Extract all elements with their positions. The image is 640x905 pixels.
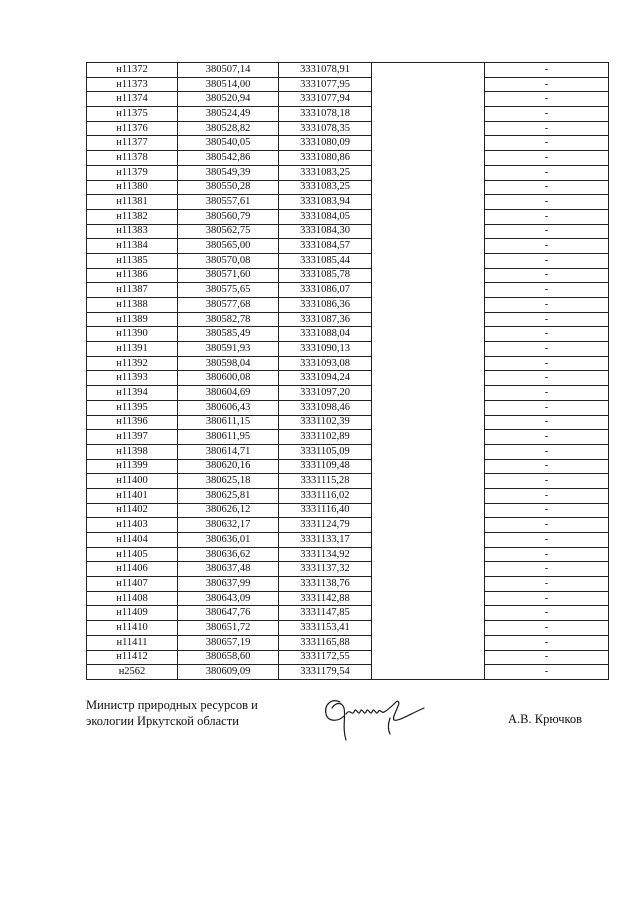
cell-x-coordinate: 380606,43 <box>178 400 279 415</box>
cell-point-id: н11380 <box>87 180 178 195</box>
cell-x-coordinate: 380514,00 <box>178 77 279 92</box>
table-row <box>87 430 609 445</box>
table-row <box>87 283 609 298</box>
table-row <box>87 635 609 650</box>
cell-empty <box>372 195 485 210</box>
cell-point-id: н11387 <box>87 283 178 298</box>
cell-x-coordinate: 380620,16 <box>178 459 279 474</box>
cell-note: - <box>485 356 609 371</box>
table-row <box>87 488 609 503</box>
cell-x-coordinate: 380643,09 <box>178 591 279 606</box>
table-row <box>87 547 609 562</box>
cell-point-id: н11401 <box>87 488 178 503</box>
cell-y-coordinate: 3331086,36 <box>279 298 372 313</box>
cell-x-coordinate: 380549,39 <box>178 165 279 180</box>
cell-note: - <box>485 342 609 357</box>
cell-empty <box>372 518 485 533</box>
cell-x-coordinate: 380571,60 <box>178 268 279 283</box>
cell-empty <box>372 665 485 680</box>
table-row <box>87 371 609 386</box>
cell-note: - <box>485 415 609 430</box>
cell-x-coordinate: 380657,19 <box>178 635 279 650</box>
cell-x-coordinate: 380550,28 <box>178 180 279 195</box>
cell-x-coordinate: 380562,75 <box>178 224 279 239</box>
cell-point-id: н11405 <box>87 547 178 562</box>
table-row <box>87 298 609 313</box>
cell-empty <box>372 107 485 122</box>
cell-y-coordinate: 3331085,78 <box>279 268 372 283</box>
cell-point-id: н11383 <box>87 224 178 239</box>
cell-y-coordinate: 3331109,48 <box>279 459 372 474</box>
table-row <box>87 533 609 548</box>
cell-y-coordinate: 3331083,94 <box>279 195 372 210</box>
handwritten-signature <box>318 688 430 748</box>
cell-point-id: н11382 <box>87 209 178 224</box>
cell-empty <box>372 533 485 548</box>
cell-x-coordinate: 380647,76 <box>178 606 279 621</box>
cell-empty <box>372 92 485 107</box>
cell-note: - <box>485 371 609 386</box>
cell-empty <box>372 268 485 283</box>
cell-point-id: н11397 <box>87 430 178 445</box>
table-row <box>87 77 609 92</box>
cell-note: - <box>485 239 609 254</box>
table-row <box>87 121 609 136</box>
cell-y-coordinate: 3331134,92 <box>279 547 372 562</box>
table-row <box>87 136 609 151</box>
cell-note: - <box>485 577 609 592</box>
cell-note: - <box>485 165 609 180</box>
cell-y-coordinate: 3331115,28 <box>279 474 372 489</box>
cell-empty <box>372 430 485 445</box>
cell-note: - <box>485 562 609 577</box>
cell-empty <box>372 283 485 298</box>
cell-y-coordinate: 3331098,46 <box>279 400 372 415</box>
cell-y-coordinate: 3331084,57 <box>279 239 372 254</box>
cell-point-id: н11398 <box>87 444 178 459</box>
cell-y-coordinate: 3331077,94 <box>279 92 372 107</box>
cell-point-id: н11386 <box>87 268 178 283</box>
cell-note: - <box>485 63 609 78</box>
cell-y-coordinate: 3331080,86 <box>279 151 372 166</box>
cell-point-id: н11392 <box>87 356 178 371</box>
cell-y-coordinate: 3331124,79 <box>279 518 372 533</box>
cell-x-coordinate: 380570,08 <box>178 253 279 268</box>
cell-note: - <box>485 430 609 445</box>
cell-x-coordinate: 380600,08 <box>178 371 279 386</box>
cell-point-id: н11385 <box>87 253 178 268</box>
table-row <box>87 180 609 195</box>
table-row <box>87 63 609 78</box>
table-row <box>87 577 609 592</box>
cell-y-coordinate: 3331077,95 <box>279 77 372 92</box>
cell-y-coordinate: 3331102,89 <box>279 430 372 445</box>
cell-y-coordinate: 3331078,35 <box>279 121 372 136</box>
cell-note: - <box>485 107 609 122</box>
cell-empty <box>372 577 485 592</box>
signatory-title-line-2: экологии Иркутской области <box>86 714 239 728</box>
cell-note: - <box>485 298 609 313</box>
cell-point-id: н11373 <box>87 77 178 92</box>
cell-note: - <box>485 547 609 562</box>
signatory-name: А.В. Крючков <box>508 712 583 726</box>
cell-note: - <box>485 92 609 107</box>
table-row <box>87 195 609 210</box>
cell-point-id: н11411 <box>87 635 178 650</box>
cell-empty <box>372 312 485 327</box>
cell-x-coordinate: 380585,49 <box>178 327 279 342</box>
cell-point-id: н11407 <box>87 577 178 592</box>
table-row <box>87 107 609 122</box>
cell-point-id: н11390 <box>87 327 178 342</box>
cell-point-id: н11406 <box>87 562 178 577</box>
table-row <box>87 268 609 283</box>
cell-note: - <box>485 591 609 606</box>
cell-y-coordinate: 3331153,41 <box>279 621 372 636</box>
cell-x-coordinate: 380557,61 <box>178 195 279 210</box>
cell-empty <box>372 635 485 650</box>
cell-x-coordinate: 380637,99 <box>178 577 279 592</box>
cell-empty <box>372 474 485 489</box>
cell-empty <box>372 209 485 224</box>
cell-y-coordinate: 3331087,36 <box>279 312 372 327</box>
cell-note: - <box>485 665 609 680</box>
table-row <box>87 665 609 680</box>
cell-note: - <box>485 253 609 268</box>
table-row <box>87 224 609 239</box>
cell-x-coordinate: 380542,86 <box>178 151 279 166</box>
cell-point-id: н11403 <box>87 518 178 533</box>
cell-point-id: н2562 <box>87 665 178 680</box>
cell-point-id: н11404 <box>87 533 178 548</box>
cell-y-coordinate: 3331142,88 <box>279 591 372 606</box>
cell-point-id: н11374 <box>87 92 178 107</box>
cell-y-coordinate: 3331137,32 <box>279 562 372 577</box>
cell-point-id: н11389 <box>87 312 178 327</box>
table-row <box>87 342 609 357</box>
cell-x-coordinate: 380560,79 <box>178 209 279 224</box>
cell-empty <box>372 151 485 166</box>
cell-empty <box>372 165 485 180</box>
cell-x-coordinate: 380577,68 <box>178 298 279 313</box>
table-row <box>87 253 609 268</box>
cell-y-coordinate: 3331078,18 <box>279 107 372 122</box>
cell-empty <box>372 650 485 665</box>
coordinates-table <box>86 62 609 680</box>
cell-y-coordinate: 3331088,04 <box>279 327 372 342</box>
cell-empty <box>372 327 485 342</box>
cell-point-id: н11379 <box>87 165 178 180</box>
cell-point-id: н11384 <box>87 239 178 254</box>
cell-x-coordinate: 380636,62 <box>178 547 279 562</box>
table-row <box>87 650 609 665</box>
cell-x-coordinate: 380565,00 <box>178 239 279 254</box>
cell-note: - <box>485 77 609 92</box>
table-row <box>87 621 609 636</box>
cell-x-coordinate: 380520,94 <box>178 92 279 107</box>
cell-y-coordinate: 3331093,08 <box>279 356 372 371</box>
table-row <box>87 209 609 224</box>
cell-point-id: н11408 <box>87 591 178 606</box>
cell-point-id: н11399 <box>87 459 178 474</box>
cell-point-id: н11393 <box>87 371 178 386</box>
cell-note: - <box>485 503 609 518</box>
cell-x-coordinate: 380582,78 <box>178 312 279 327</box>
cell-y-coordinate: 3331090,13 <box>279 342 372 357</box>
cell-y-coordinate: 3331086,07 <box>279 283 372 298</box>
cell-empty <box>372 136 485 151</box>
table-row <box>87 386 609 401</box>
cell-point-id: н11391 <box>87 342 178 357</box>
cell-x-coordinate: 380507,14 <box>178 63 279 78</box>
table-row <box>87 151 609 166</box>
cell-empty <box>372 121 485 136</box>
cell-empty <box>372 180 485 195</box>
table-row <box>87 165 609 180</box>
cell-x-coordinate: 380591,93 <box>178 342 279 357</box>
cell-empty <box>372 459 485 474</box>
cell-x-coordinate: 380604,69 <box>178 386 279 401</box>
cell-y-coordinate: 3331084,30 <box>279 224 372 239</box>
cell-empty <box>372 415 485 430</box>
cell-x-coordinate: 380611,15 <box>178 415 279 430</box>
cell-point-id: н11376 <box>87 121 178 136</box>
table-row <box>87 312 609 327</box>
cell-point-id: н11402 <box>87 503 178 518</box>
signatory-title-line-1: Министр природных ресурсов и <box>86 698 258 712</box>
cell-note: - <box>485 180 609 195</box>
cell-x-coordinate: 380611,95 <box>178 430 279 445</box>
table-row <box>87 606 609 621</box>
table-row <box>87 562 609 577</box>
cell-y-coordinate: 3331102,39 <box>279 415 372 430</box>
cell-y-coordinate: 3331179,54 <box>279 665 372 680</box>
cell-point-id: н11410 <box>87 621 178 636</box>
table-row <box>87 459 609 474</box>
cell-point-id: н11400 <box>87 474 178 489</box>
cell-note: - <box>485 209 609 224</box>
cell-note: - <box>485 283 609 298</box>
cell-note: - <box>485 121 609 136</box>
cell-empty <box>372 562 485 577</box>
cell-point-id: н11375 <box>87 107 178 122</box>
cell-empty <box>372 488 485 503</box>
cell-note: - <box>485 312 609 327</box>
cell-note: - <box>485 635 609 650</box>
cell-note: - <box>485 459 609 474</box>
cell-y-coordinate: 3331080,09 <box>279 136 372 151</box>
cell-empty <box>372 63 485 78</box>
cell-note: - <box>485 327 609 342</box>
cell-x-coordinate: 380540,05 <box>178 136 279 151</box>
cell-y-coordinate: 3331147,85 <box>279 606 372 621</box>
cell-empty <box>372 371 485 386</box>
coordinates-table-body <box>87 63 609 680</box>
cell-note: - <box>485 518 609 533</box>
cell-y-coordinate: 3331172,55 <box>279 650 372 665</box>
cell-x-coordinate: 380575,65 <box>178 283 279 298</box>
cell-point-id: н11372 <box>87 63 178 78</box>
cell-y-coordinate: 3331138,76 <box>279 577 372 592</box>
cell-x-coordinate: 380625,18 <box>178 474 279 489</box>
table-row <box>87 444 609 459</box>
cell-empty <box>372 386 485 401</box>
cell-empty <box>372 239 485 254</box>
cell-empty <box>372 591 485 606</box>
cell-note: - <box>485 650 609 665</box>
cell-point-id: н11388 <box>87 298 178 313</box>
cell-y-coordinate: 3331116,02 <box>279 488 372 503</box>
cell-note: - <box>485 606 609 621</box>
cell-y-coordinate: 3331105,09 <box>279 444 372 459</box>
cell-empty <box>372 503 485 518</box>
cell-point-id: н11381 <box>87 195 178 210</box>
cell-note: - <box>485 533 609 548</box>
table-row <box>87 400 609 415</box>
table-row <box>87 518 609 533</box>
cell-note: - <box>485 488 609 503</box>
cell-point-id: н11412 <box>87 650 178 665</box>
cell-y-coordinate: 3331084,05 <box>279 209 372 224</box>
cell-empty <box>372 77 485 92</box>
table-row <box>87 503 609 518</box>
cell-y-coordinate: 3331097,20 <box>279 386 372 401</box>
table-row <box>87 415 609 430</box>
cell-x-coordinate: 380614,71 <box>178 444 279 459</box>
cell-note: - <box>485 474 609 489</box>
cell-point-id: н11396 <box>87 415 178 430</box>
cell-note: - <box>485 224 609 239</box>
cell-point-id: н11409 <box>87 606 178 621</box>
cell-note: - <box>485 268 609 283</box>
cell-point-id: н11394 <box>87 386 178 401</box>
table-row <box>87 92 609 107</box>
cell-empty <box>372 298 485 313</box>
cell-point-id: н11377 <box>87 136 178 151</box>
cell-x-coordinate: 380632,17 <box>178 518 279 533</box>
cell-y-coordinate: 3331085,44 <box>279 253 372 268</box>
cell-y-coordinate: 3331083,25 <box>279 180 372 195</box>
cell-empty <box>372 356 485 371</box>
cell-x-coordinate: 380658,60 <box>178 650 279 665</box>
cell-empty <box>372 547 485 562</box>
cell-y-coordinate: 3331133,17 <box>279 533 372 548</box>
cell-x-coordinate: 380626,12 <box>178 503 279 518</box>
cell-empty <box>372 224 485 239</box>
table-row <box>87 591 609 606</box>
cell-point-id: н11395 <box>87 400 178 415</box>
cell-point-id: н11378 <box>87 151 178 166</box>
cell-y-coordinate: 3331094,24 <box>279 371 372 386</box>
cell-x-coordinate: 380609,09 <box>178 665 279 680</box>
cell-note: - <box>485 444 609 459</box>
cell-note: - <box>485 151 609 166</box>
cell-note: - <box>485 400 609 415</box>
cell-x-coordinate: 380651,72 <box>178 621 279 636</box>
cell-empty <box>372 606 485 621</box>
cell-x-coordinate: 380598,04 <box>178 356 279 371</box>
cell-x-coordinate: 380636,01 <box>178 533 279 548</box>
cell-note: - <box>485 136 609 151</box>
cell-empty <box>372 621 485 636</box>
cell-empty <box>372 444 485 459</box>
cell-empty <box>372 253 485 268</box>
cell-empty <box>372 400 485 415</box>
cell-note: - <box>485 621 609 636</box>
cell-y-coordinate: 3331116,40 <box>279 503 372 518</box>
signatory-title <box>86 697 326 729</box>
cell-y-coordinate: 3331165,88 <box>279 635 372 650</box>
cell-x-coordinate: 380625,81 <box>178 488 279 503</box>
cell-x-coordinate: 380528,82 <box>178 121 279 136</box>
cell-y-coordinate: 3331083,25 <box>279 165 372 180</box>
cell-note: - <box>485 195 609 210</box>
cell-y-coordinate: 3331078,91 <box>279 63 372 78</box>
table-row <box>87 356 609 371</box>
cell-x-coordinate: 380524,49 <box>178 107 279 122</box>
cell-empty <box>372 342 485 357</box>
table-row <box>87 239 609 254</box>
cell-note: - <box>485 386 609 401</box>
table-row <box>87 327 609 342</box>
table-row <box>87 474 609 489</box>
cell-x-coordinate: 380637,48 <box>178 562 279 577</box>
